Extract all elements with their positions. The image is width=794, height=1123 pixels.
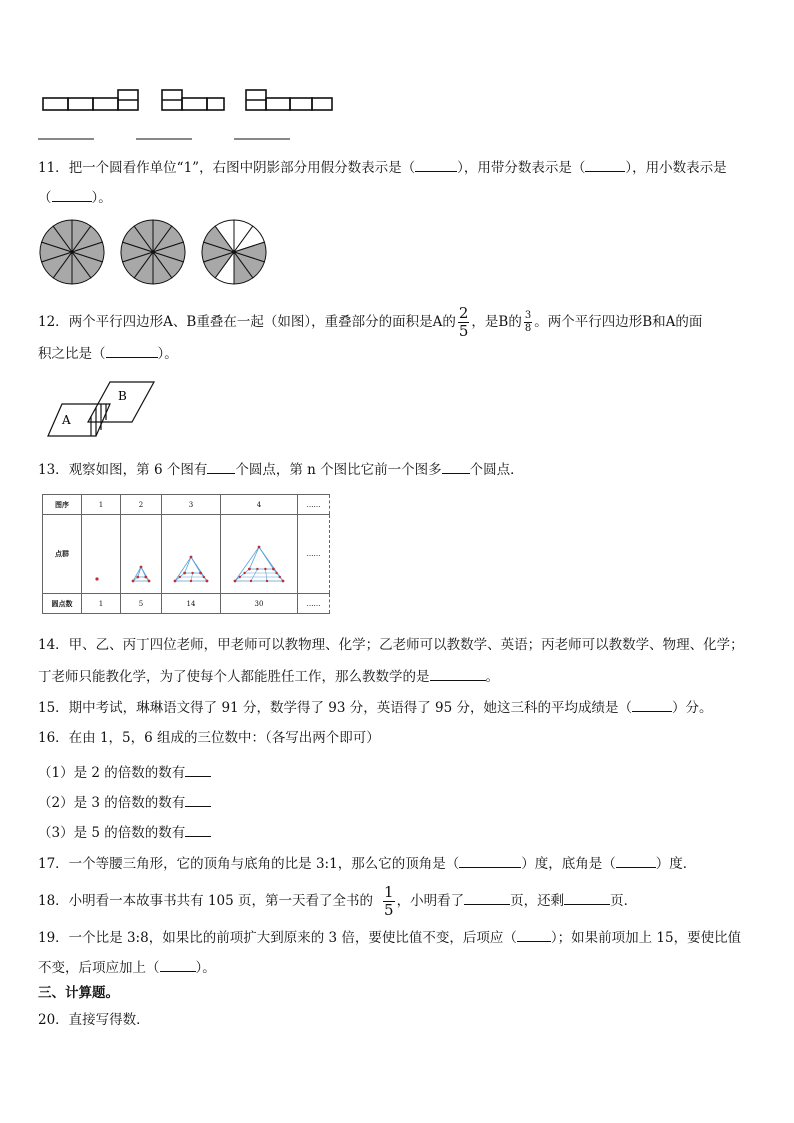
grid-line [265, 569, 267, 581]
question-12: 12．两个平行四边形A、B重叠在一起（如图），重叠部分的面积是A的 $\frac{2}{5}$ ，是B的 $\frac{3}{8}$ 。两个平行四边形B和A的面 [38, 304, 703, 340]
question-11: 11．把一个圆看作单位“1”，右图中阴影部分用假分数表示是（ ），用带分数表示是（ ），用小数表示是 [38, 157, 727, 177]
answer-blank[interactable] [464, 890, 510, 905]
dot [239, 576, 241, 578]
pyramid-edge [141, 567, 146, 577]
answer-blank[interactable] [415, 157, 457, 172]
dot [203, 576, 205, 578]
row-header-dots: 点群 [43, 515, 82, 594]
question-12-cont: 积之比是（ ）。 [38, 343, 178, 363]
row-header-order: 图序 [43, 495, 82, 515]
dot [206, 580, 209, 583]
dot [191, 572, 193, 574]
dot [248, 568, 251, 571]
answer-blank[interactable] [442, 459, 470, 474]
dot [174, 580, 177, 583]
dots-figure-4 [221, 515, 298, 594]
dot [132, 580, 135, 583]
dot [264, 568, 266, 570]
fraction-two-fifths: $\frac{2}{5}$ [458, 304, 469, 340]
answer-blank[interactable] [517, 927, 551, 942]
dot [250, 580, 252, 582]
dot [148, 580, 151, 583]
fraction-one-fifth: $\frac{1}{5}$ [384, 883, 394, 919]
fraction-three-eighths: $\frac{3}{8}$ [524, 310, 532, 334]
answer-blank[interactable] [106, 343, 158, 358]
pyramid-edge [133, 567, 141, 581]
dot [275, 572, 277, 574]
question-16-3: （3）是 5 的倍数的数有 [38, 822, 211, 842]
dot [144, 576, 147, 579]
section-title: 三、计算题。 [38, 985, 119, 1001]
pyramid-edge [259, 547, 273, 569]
question-13: 13．观察如图，第 6 个图有 个圆点，第 n 个图比它前一个图多 个圆点． [38, 459, 524, 479]
dot [199, 572, 202, 575]
parallelograms-figure [44, 376, 160, 440]
answer-blank[interactable] [160, 957, 196, 972]
dot [183, 572, 186, 575]
question-14-cont: 丁老师只能教化学，为了使每个人都能胜任工作，那么教数学的是 。 [38, 666, 499, 686]
circles-figure [38, 218, 274, 286]
question-14: 14．甲、乙、丙丁四位老师，甲老师可以教物理、化学；乙老师可以教数学、英语；丙老师可以教数学、物理、化学； [38, 637, 744, 653]
question-18: 18．小明看一本故事书共有 105 页，第一天看了全书的 $\frac{1}{5}$ ，小明看了 页，还剩 页． [38, 883, 638, 919]
rectangles-figure [38, 86, 338, 146]
partial-shaded-circle [202, 220, 266, 284]
question-16: 16．在由 1，5，6 组成的三位数中：（各写出两个即可） [38, 730, 380, 746]
question-16-2: （2）是 3 的倍数的数有 [38, 792, 211, 812]
dot [234, 580, 237, 583]
answer-blank[interactable] [185, 822, 211, 837]
answer-blank[interactable] [459, 853, 521, 868]
answer-blank[interactable] [632, 697, 672, 712]
dot [136, 576, 139, 579]
question-16-1: （1）是 2 的倍数的数有 [38, 762, 211, 782]
dot-pattern-table: 图序 1 2 3 4 …… 点群 …… 圆点数 1 5 14 30 …… [42, 494, 330, 612]
dots-figure-3 [162, 515, 221, 594]
label-a: A [62, 413, 71, 427]
answer-blank[interactable] [185, 792, 211, 807]
label-b: B [118, 389, 127, 403]
question-19-cont: 不变，后项应加上（ ）。 [38, 957, 216, 977]
answer-blank[interactable] [585, 157, 625, 172]
pyramid-edge [191, 557, 201, 573]
question-19: 19．一个比是 3:8，如果比的前项扩大到原来的 3 倍，要使比值不变，后项应（ ）；如果前项加上 15，要使比值 [38, 927, 741, 947]
dot [140, 566, 143, 569]
dot [243, 572, 245, 574]
row-header-count: 圆点数 [43, 594, 82, 614]
full-shaded-circle [121, 220, 185, 284]
question-17: 17．一个等腰三角形，它的顶角与底角的比是 3:1，那么它的顶角是（ ）度，底角是（ ）度． [38, 853, 696, 873]
pyramid-edge [175, 557, 191, 581]
dot [279, 576, 281, 578]
dots-figure-1 [82, 515, 121, 594]
answer-blank[interactable] [52, 187, 92, 202]
dot [258, 546, 261, 549]
question-15: 15．期中考试，琳琳语文得了 91 分，数学得了 93 分，英语得了 95 分，她这三科的平均成绩是（ ）分。 [38, 697, 712, 717]
dot [179, 576, 181, 578]
dot [256, 568, 258, 570]
dot [190, 580, 192, 582]
answer-blank[interactable] [616, 853, 656, 868]
dot [190, 556, 193, 559]
question-11-cont: （ ）。 [38, 187, 112, 207]
full-shaded-circle [40, 220, 104, 284]
dot [272, 568, 275, 571]
answer-blank[interactable] [430, 666, 486, 681]
dots-figure-2 [121, 515, 162, 594]
answer-blank[interactable] [564, 890, 610, 905]
answer-blank[interactable] [185, 762, 211, 777]
question-20: 20．直接写得数． [38, 1012, 150, 1028]
dot [266, 580, 268, 582]
answer-blank[interactable] [207, 459, 235, 474]
dot [282, 580, 285, 583]
pyramid-edge [235, 547, 259, 581]
grid-line [251, 569, 257, 581]
